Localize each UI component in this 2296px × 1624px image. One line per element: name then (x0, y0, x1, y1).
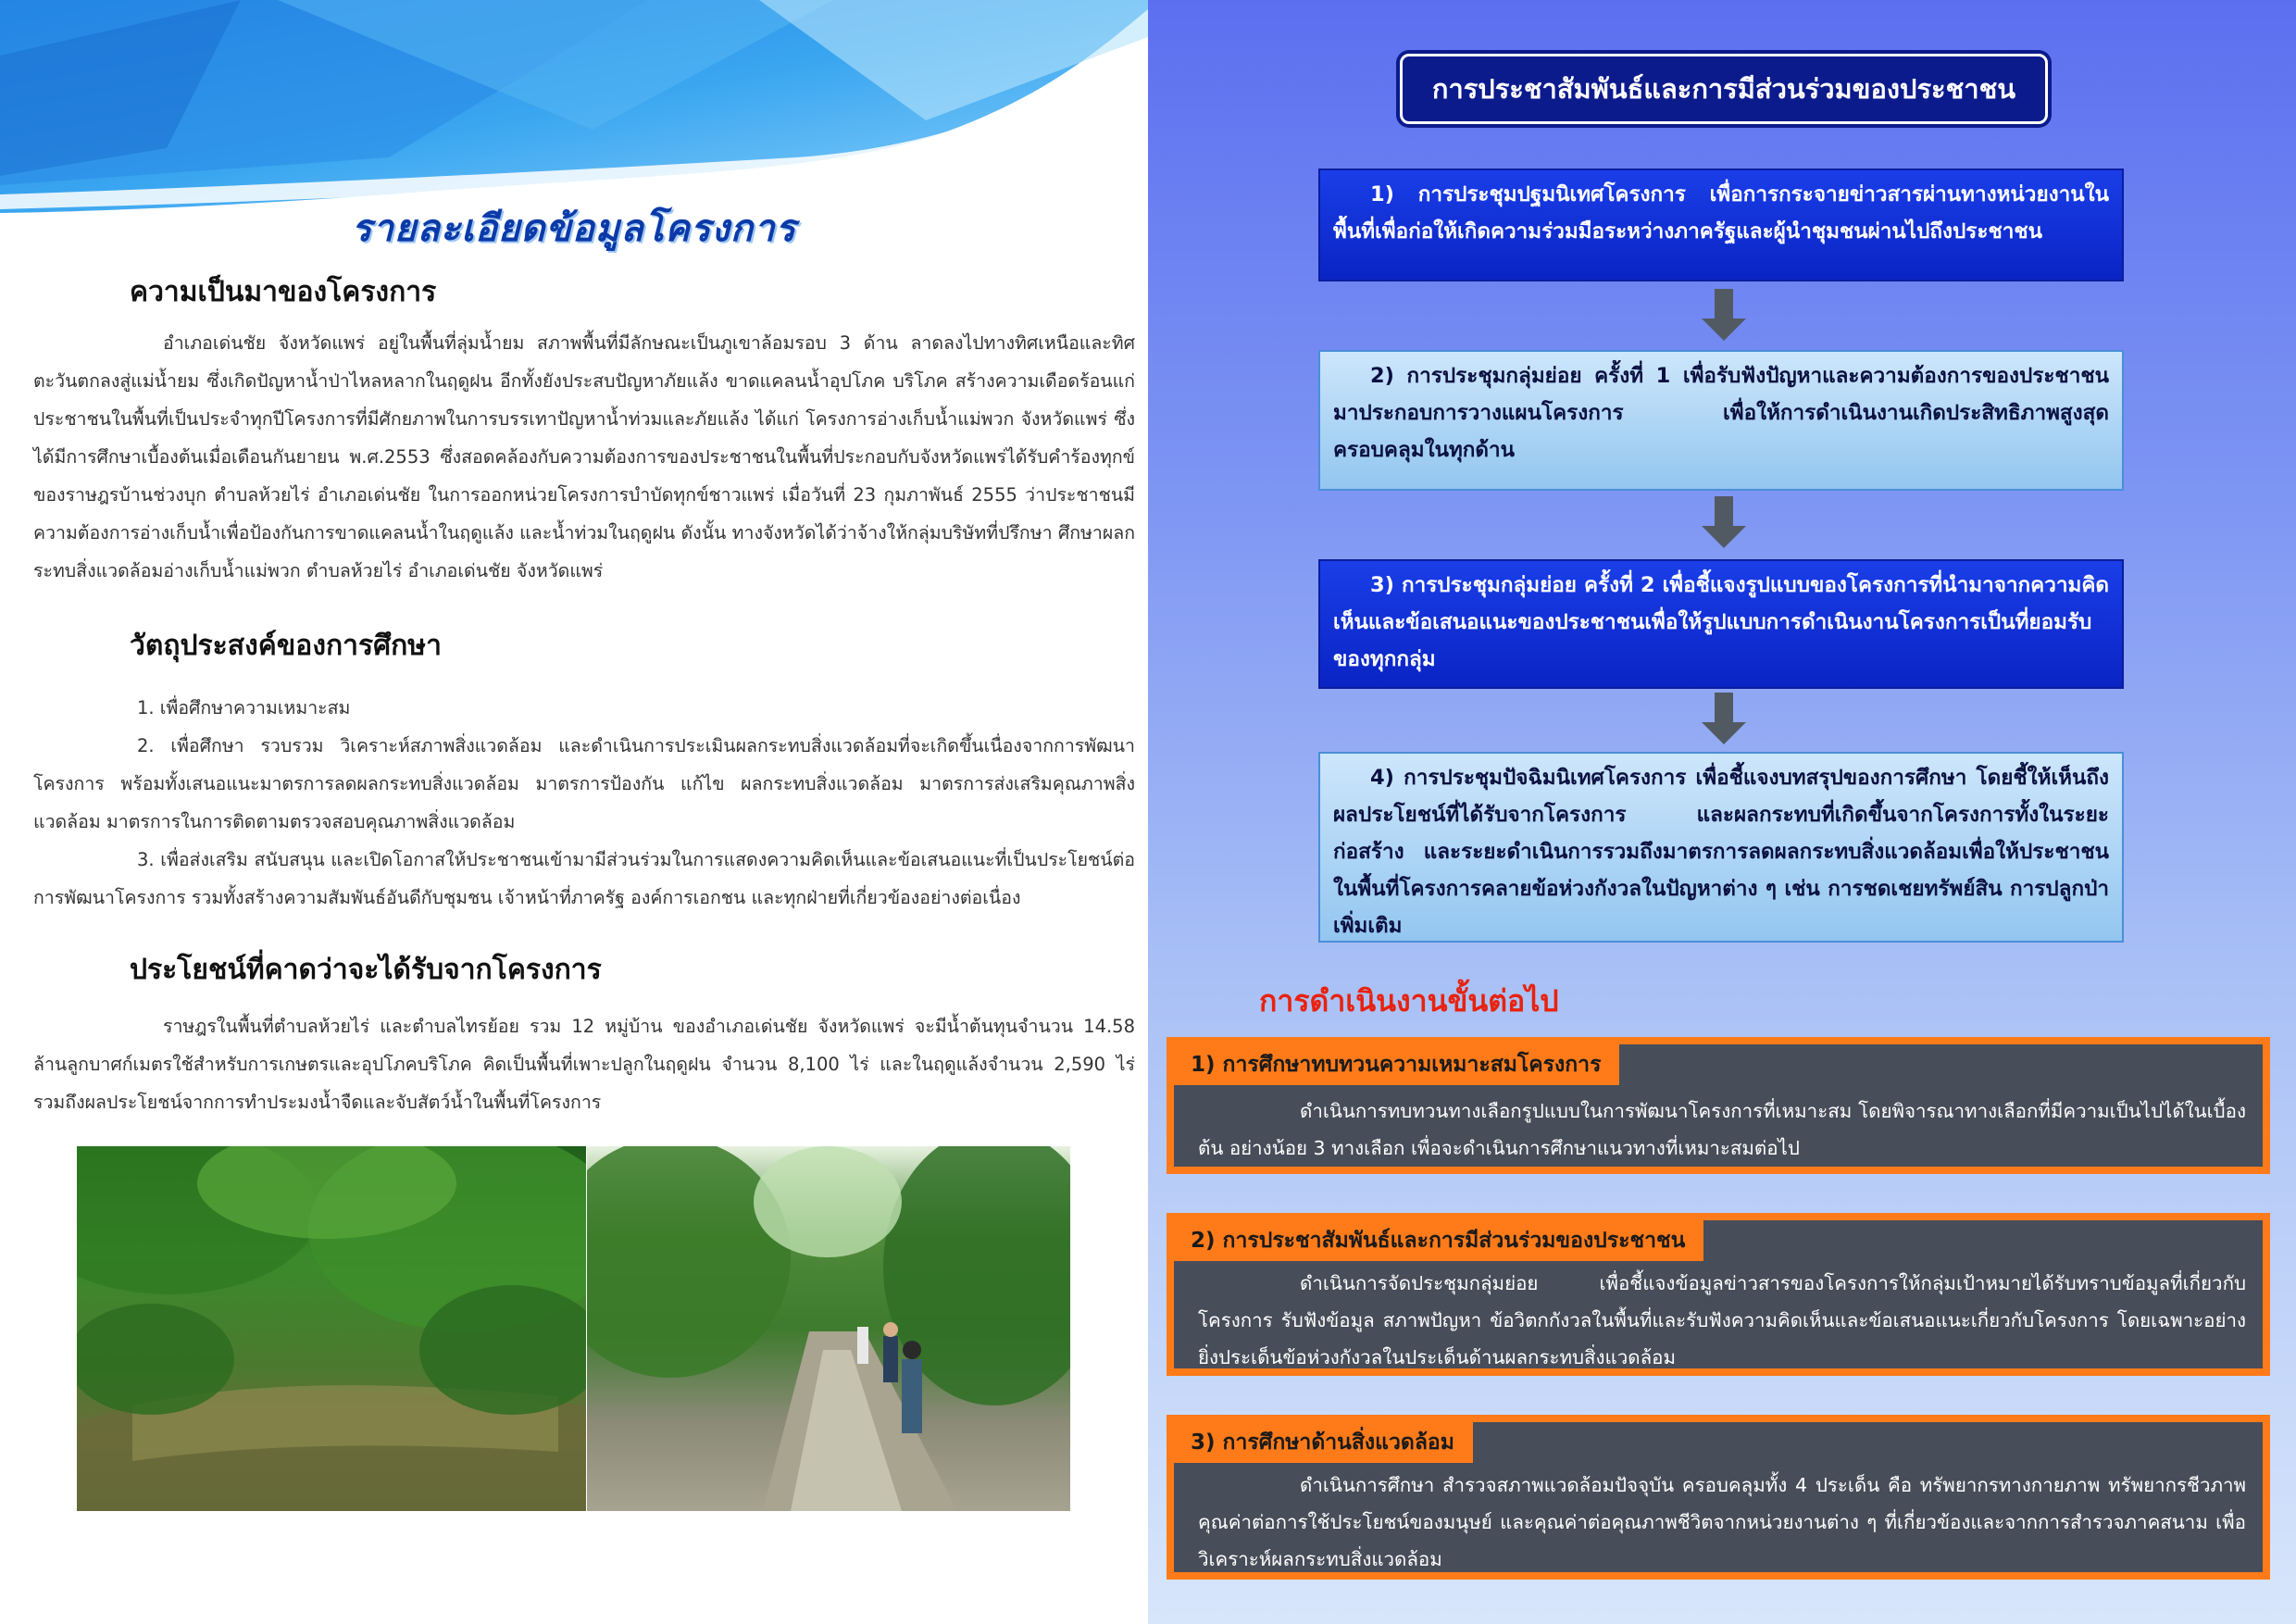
next-step-3-label: 3) การศึกษาด้านสิ่งแวดล้อม (1174, 1422, 1473, 1463)
objectives-heading: วัตถุประสงค์ของการศึกษา (130, 630, 442, 662)
next-step-box-1 (1167, 1037, 2270, 1174)
stream-photo-1 (77, 1146, 586, 1511)
objective-item-1 (33, 689, 1135, 727)
next-step-2-text-body: ดำเนินการจัดประชุมกลุ่มย่อย เพื่อชี้แจงข้อมูลข่าวสารของโครงการให้กลุ่มเป้าหมายได้รับทราบข้อมูลที่เกี่ยวกับโครงการ รับฟังข้อมูล สภาพปัญหา ข้อวิตกกังวลในพื้นที่และรับฟังความคิดเห็นและข้อเสนอแนะเกี่ยวกับโครงการ โดยเฉพาะอย่างยิ่งประเด็นข้อห่วงกังวลในประเด็นด้านผลกระทบสิ่งแวดล้อม (1198, 1272, 2246, 1368)
objective-item-2-text: 2. เพื่อศึกษา รวบรวม วิเคราะห์สภาพสิ่งแวดล้อม และดำเนินการประเมินผลกระทบสิ่งแวดล้อมที่จะเกิดขึ้นเนื่องจากการพัฒนาโครงการ พร้อมทั้งเสนอแนะมาตรการลดผลกระทบสิ่งแวดล้อม มาตรการป้องกัน แก้ไข ผลกระทบสิ่งแวดล้อม มาตรการส่งเสริมคุณภาพสิ่งแวดล้อม มาตรการในการติดตามตรวจสอบคุณภาพสิ่งแวดล้อม (33, 735, 1135, 832)
next-step-1-text (1198, 1093, 2246, 1167)
flow-step-3 (1318, 559, 2124, 689)
benefits-text-body: ราษฎรในพื้นที่ตำบลห้วยไร่ และตำบลไทรย้อย รวม 12 หมู่บ้าน ของอำเภอเด่นชัย จังหวัดแพร่ จะมีน้ำต้นทุนจำนวน 14.58 ล้านลูกบาศก์เมตรใช้สำหรับการเกษตรและอุปโภคบริโภค คิดเป็นพื้นที่เพาะปลูกในฤดูฝน จำนวน 8,100 ไร่ และในฤดูแล้งจำนวน 2,590 ไร่ รวมถึงผลประโยชน์จากการทำประมงน้ำจืดและจับสัตว์น้ำในพื้นที่โครงการ (33, 1016, 1135, 1113)
flow-step-2 (1318, 350, 2124, 491)
next-step-3-text (1198, 1467, 2246, 1578)
objective-item-3 (33, 841, 1135, 917)
objective-item-2 (33, 727, 1135, 841)
next-step-box-2 (1167, 1213, 2270, 1376)
background-text (33, 324, 1135, 590)
next-steps-title: การดำเนินงานขั้นต่อไป (1259, 983, 1559, 1018)
objective-item-1-text: 1. เพื่อศึกษาความเหมาะสม (137, 697, 351, 718)
flow-step-1-text: 1) การประชุมปฐมนิเทศโครงการ เพื่อการกระจายข่าวสารผ่านทางหน่วยงานในพื้นที่เพื่อก่อให้เกิดความร่วมมือระหว่างภาครัฐและผู้นำชุมชนผ่านไปถึงประชาชน (1333, 182, 2109, 244)
objective-item-3-text: 3. เพื่อส่งเสริม สนับสนุน และเปิดโอกาสให้ประชาชนเข้ามามีส่วนร่วมในการแสดงความคิดเห็นและข้อเสนอแนะที่เป็นประโยชน์ต่อการพัฒนาโครงการ รวมทั้งสร้างความสัมพันธ์อันดีกับชุมชน เจ้าหน้าที่ภาครัฐ องค์การเอกชน และทุกฝ่ายที่เกี่ยวข้องอย่างต่อเนื่อง (33, 849, 1135, 908)
benefits-heading: ประโยชน์ที่คาดว่าจะได้รับจากโครงการ (130, 954, 602, 986)
next-step-3-text-body: ดำเนินการศึกษา สำรวจสภาพแวดล้อมปัจจุบัน ครอบคลุมทั้ง 4 ประเด็น คือ ทรัพยากรทางกายภาพ ทรัพยากรชีวภาพ คุณค่าต่อการใช้ประโยชน์ของมนุษย์ และคุณค่าต่อคุณภาพชีวิตจากหน่วยงานต่าง ๆ ที่เกี่ยวข้องและจากการสำรวจภาคสนาม เพื่อวิเคราะห์ผลกระทบสิ่งแวดล้อม (1198, 1474, 2246, 1570)
next-step-1-label: 1) การศึกษาทบทวนความเหมาะสมโครงการ (1174, 1044, 1619, 1085)
flow-step-2-text: 2) การประชุมกลุ่มย่อย ครั้งที่ 1 เพื่อรับฟังปัญหาและความต้องการของประชาชนมาประกอบการวางแผนโครงการ เพื่อให้การดำเนินงานเกิดประสิทธิภาพสูงสุด ครอบคลุมในทุกด้าน (1333, 364, 2109, 462)
next-step-box-3 (1167, 1415, 2270, 1580)
main-title: รายละเอียดข้อมูลโครงการ (351, 206, 797, 250)
next-step-2-text (1198, 1265, 2246, 1376)
next-step-1-text-body: ดำเนินการทบทวนทางเลือกรูปแบบในการพัฒนาโครงการที่เหมาะสม โดยพิจารณาทางเลือกที่มีความเป็นไปได้ในเบื้องต้น อย่างน้อย 3 ทางเลือก เพื่อจะดำเนินการศึกษาแนวทางที่เหมาะสมต่อไป (1198, 1100, 2246, 1159)
background-heading: ความเป็นมาของโครงการ (130, 276, 437, 308)
next-step-2-label: 2) การประชาสัมพันธ์และการมีส่วนร่วมของประชาชน (1174, 1220, 1703, 1261)
participation-title: การประชาสัมพันธ์และการมีส่วนร่วมของประชาชน (1400, 54, 2048, 124)
flow-step-4-text: 4) การประชุมปัจฉิมนิเทศโครงการ เพื่อชี้แจงบทสรุปของการศึกษา โดยชี้ให้เห็นถึงผลประโยชน์ที่ได้รับจากโครงการ และผลกระทบที่เกิดขึ้นจากโครงการทั้งในระยะก่อสร้าง และระยะดำเนินการรวมถึงมาตรการลดผลกระทบสิ่งแวดล้อมเพื่อให้ประชาชนในพื้นที่โครงการคลายข้อห่วงกังวลในปัญหาต่าง ๆ เช่น การชดเชยทรัพย์สิน การปลูกป่าเพิ่มเติม (1333, 766, 2109, 938)
background-text-body: อำเภอเด่นชัย จังหวัดแพร่ อยู่ในพื้นที่ลุ่มน้ำยม สภาพพื้นที่มีลักษณะเป็นภูเขาล้อมรอบ 3 ด้าน ลาดลงไปทางทิศเหนือและทิศตะวันตกลงสู่แม่น้ำยม ซึ่งเกิดปัญหาน้ำป่าไหลหลากในฤดูฝน อีกทั้งยังประสบปัญหาภัยแล้ง ขาดแคลนน้ำอุปโภค บริโภค สร้างความเดือดร้อนแก่ประชาชนในพื้นที่เป็นประจำทุกปีโครงการที่มีศักยภาพในการบรรเทาปัญหาน้ำท่วมและภัยแล้ง ได้แก่ โครงการอ่างเก็บน้ำแม่พวก จังหวัดแพร่ ซึ่งได้มีการศึกษาเบื้องต้นเมื่อเดือนกันยายน พ.ศ.2553 ซึ่งสอดคล้องกับความต้องการของประชาชนในพื้นที่ประกอบกับจังหวัดแพร่ได้รับคำร้องทุกข์ของราษฎรบ้านช่วงบุก ตำบลห้วยไร่ อำเภอเด่นชัย ในการออกหน่วยโครงการบำบัดทุกข์ชาวแพร่ เมื่อวันที่ 23 กุมภาพันธ์ 2555 ว่าประชาชนมีความต้องการอ่างเก็บน้ำเพื่อป้องกันการขาดแคลนน้ำในฤดูแล้ง และน้ำท่วมในฤดูฝน ดังนั้น ทางจังหวัดได้ว่าจ้างให้กลุ่มบริษัทที่ปรึกษา ศึกษาผลกระทบสิ่งแวดล้อมอ่างเก็บน้ำแม่พวก ตำบลห้วยไร่ อำเภอเด่นชัย จังหวัดแพร่ (33, 332, 1135, 581)
flow-step-1 (1318, 169, 2124, 281)
flow-step-3-text: 3) การประชุมกลุ่มย่อย ครั้งที่ 2 เพื่อชี้แจงรูปแบบของโครงการที่นำมาจากความคิดเห็นและข้อเสนอแนะของประชาชนเพื่อให้รูปแบบการดำเนินงานโครงการเป็นที่ยอมรับของทุกกลุ่ม (1333, 573, 2109, 671)
flow-step-4 (1318, 752, 2124, 943)
header-wave-decoration (0, 0, 1148, 213)
stream-photo-2 (587, 1146, 1070, 1511)
benefits-text (33, 1007, 1135, 1121)
